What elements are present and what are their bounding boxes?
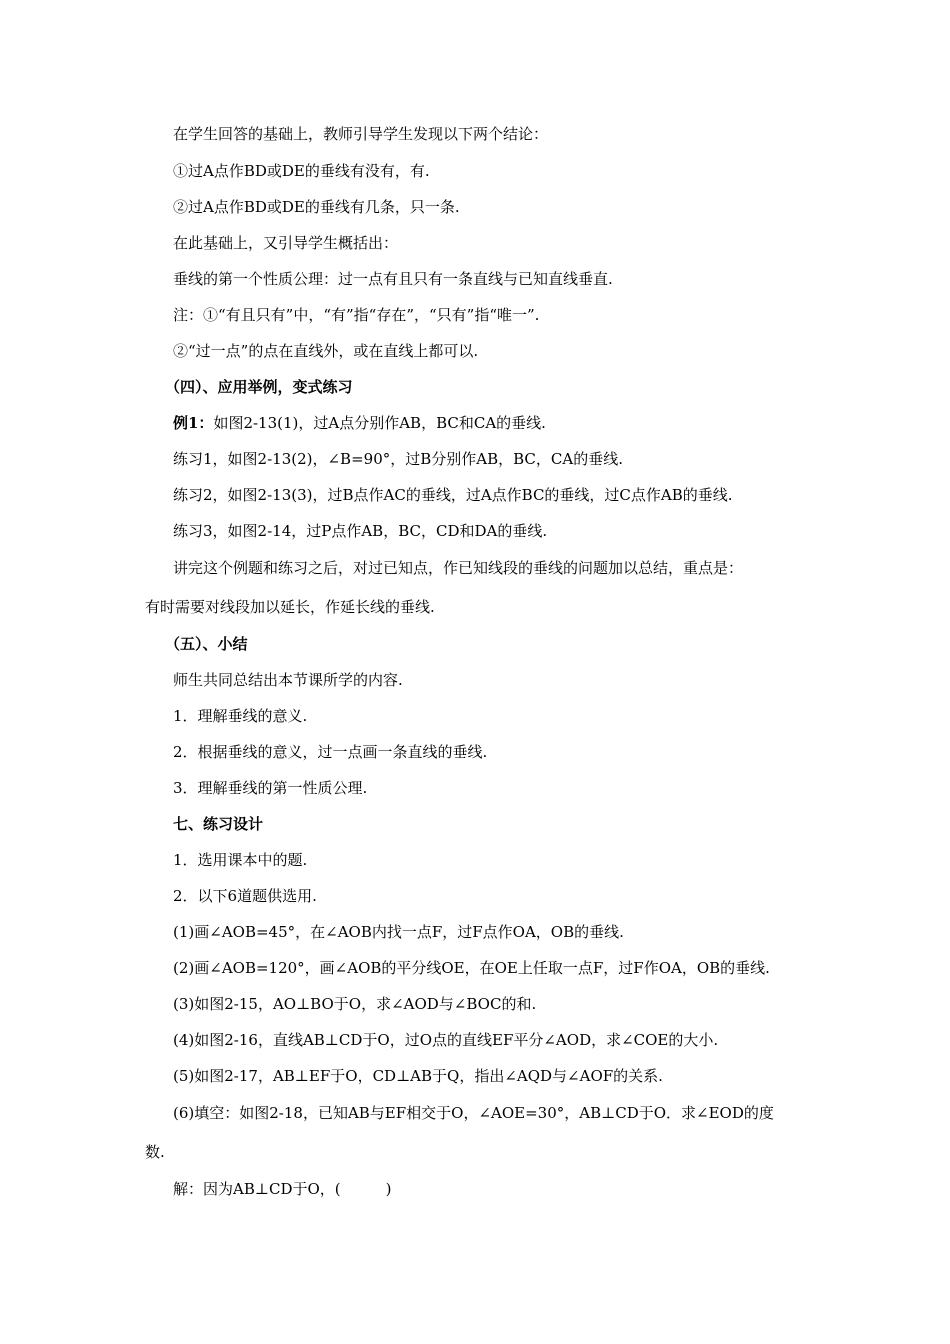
conclusion-item-2: ②过A点作BD或DE的垂线有几条，只一条. — [173, 198, 460, 216]
example-1-text: 如图2-13(1)，过A点分别作AB，BC和CA的垂线. — [213, 414, 546, 432]
section-heading-4: （四）、应用举例，变式练习 — [165, 378, 353, 396]
summary-item-1: 1．理解垂线的意义. — [173, 707, 308, 725]
practice-item-1: 1．选用课本中的题. — [173, 851, 308, 869]
paragraph-conclusion-intro: 在学生回答的基础上，教师引导学生发现以下两个结论： — [173, 125, 549, 143]
section-heading-7: 七、练习设计 — [173, 815, 264, 833]
conclusion-item-1: ①过A点作BD或DE的垂线有没有，有. — [173, 162, 430, 180]
problem-1: (1)画∠AOB=45°，在∠AOB内找一点F，过F点作OA，OB的垂线. — [173, 923, 624, 941]
example-label: 例1： — [173, 414, 214, 432]
problem-5: (5)如图2-17，AB⊥EF于O，CD⊥AB于Q，指出∠AQD与∠AOF的关系. — [173, 1067, 663, 1085]
summary-item-2: 2．根据垂线的意义，过一点画一条直线的垂线. — [173, 743, 488, 761]
exercise-3: 练习3，如图2-14，过P点作AB，BC，CD和DA的垂线. — [173, 522, 548, 540]
problem-2: (2)画∠AOB=120°，画∠AOB的平分线OE，在OE上任取一点F，过F作OA，OB的垂线. — [173, 959, 770, 977]
practice-item-2: 2．以下6道题供选用. — [173, 887, 317, 905]
summary-item-3: 3．理解垂线的第一性质公理. — [173, 779, 368, 797]
section-heading-5: （五）、小结 — [165, 635, 248, 653]
exercise-2: 练习2，如图2-13(3)，过B点作AC的垂线，过A点作BC的垂线，过C点作AB的垂线. — [173, 486, 733, 504]
paragraph-summary-cont: 有时需要对线段加以延长，作延长线的垂线. — [145, 598, 435, 616]
axiom-statement: 垂线的第一个性质公理：过一点有且只有一条直线与已知直线垂直. — [173, 270, 613, 288]
problem-6-cont: 数. — [145, 1143, 165, 1161]
example-1 — [173, 412, 546, 434]
problem-6: (6)填空：如图2-18，已知AB与EF相交于O，∠AOE=30°，AB⊥CD于O．求∠EOD的度 — [173, 1104, 774, 1122]
problem-4: (4)如图2-16，直线AB⊥CD于O，过O点的直线EF平分∠AOD，求∠COE的大小. — [173, 1031, 719, 1049]
problem-3: (3)如图2-15，AO⊥BO于O，求∠AOD与∠BOC的和. — [173, 995, 537, 1013]
note-2: ②“过一点”的点在直线外，或在直线上都可以. — [173, 342, 479, 360]
paragraph-summary: 讲完这个例题和练习之后，对过已知点，作已知线段的垂线的问题加以总结，重点是： — [173, 559, 744, 577]
note-1: 注：①“有且只有”中，“有”指“存在”，“只有”指“唯一”. — [173, 306, 540, 324]
exercise-1: 练习1，如图2-13(2)，∠B=90°，过B分别作AB，BC，CA的垂线. — [173, 450, 623, 468]
solution-line: 解：因为AB⊥CD于O，( ) — [173, 1180, 392, 1198]
summary-intro: 师生共同总结出本节课所学的内容. — [173, 671, 403, 689]
paragraph-summary-intro: 在此基础上，又引导学生概括出： — [173, 234, 399, 252]
